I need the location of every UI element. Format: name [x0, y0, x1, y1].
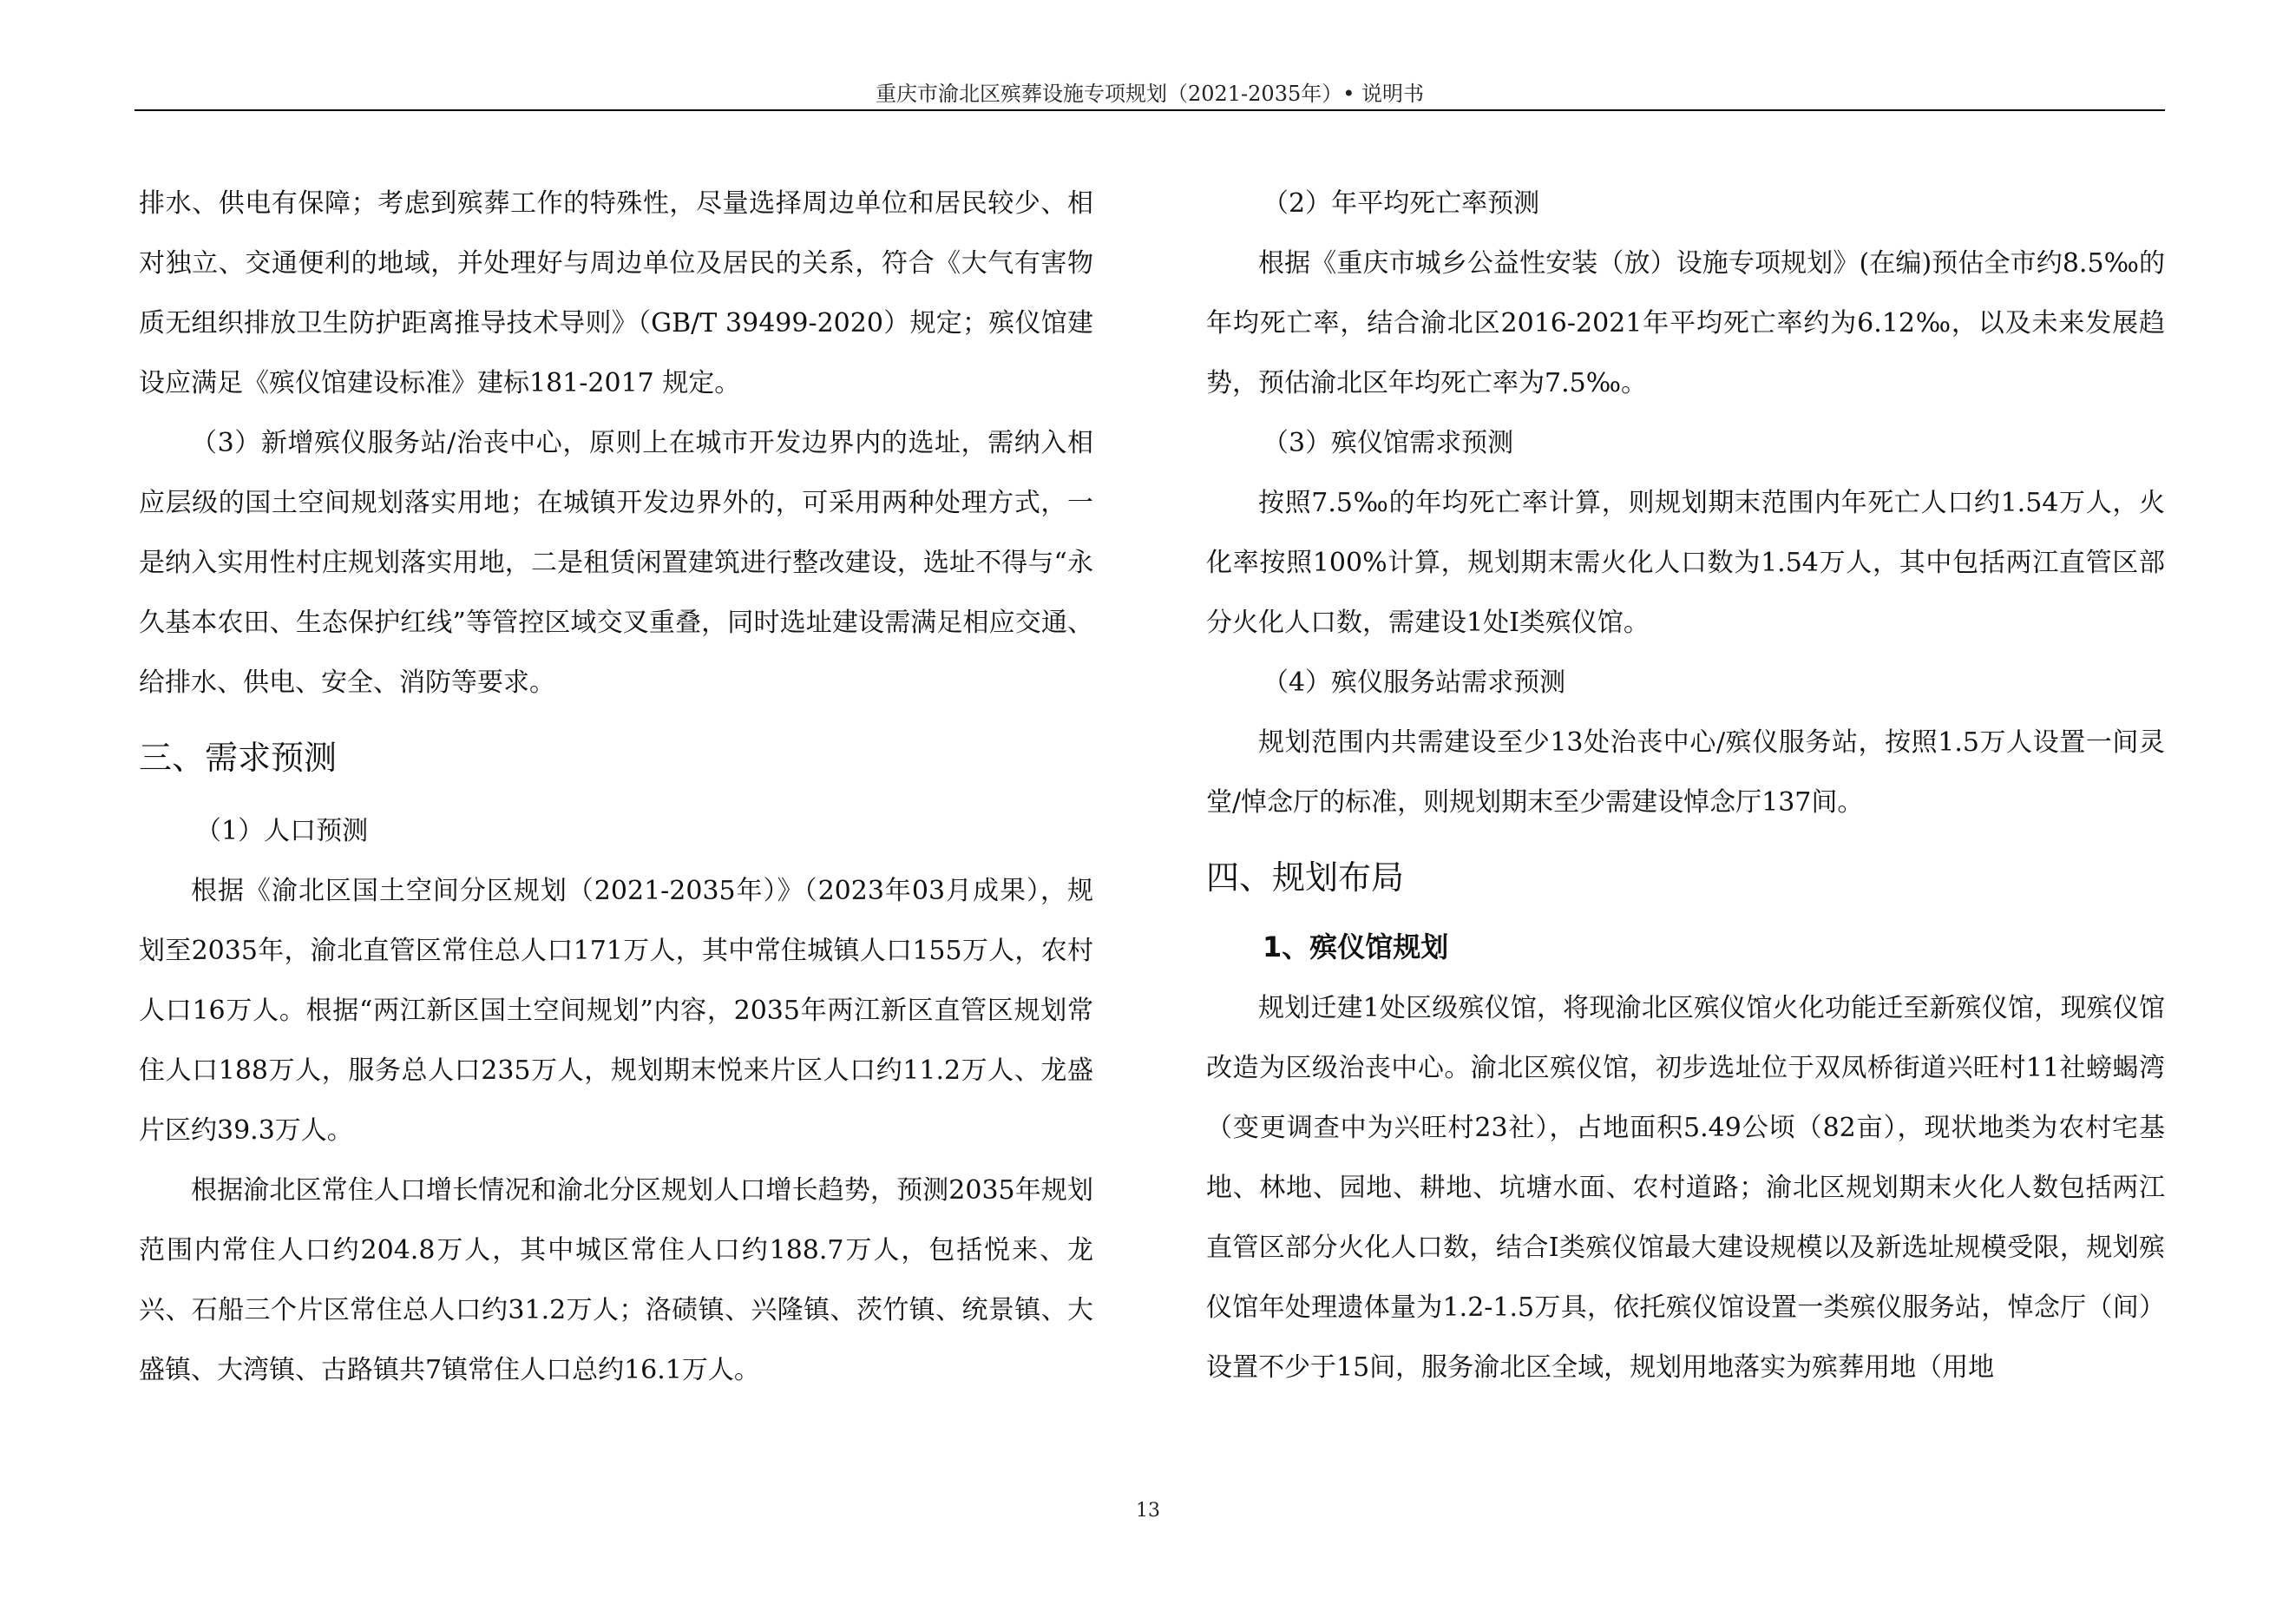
- section-heading-planning-layout: 四、规划布局: [1206, 858, 1405, 897]
- section-heading-demand-forecast: 三、需求预测: [139, 739, 338, 777]
- paragraph-funeral-home-demand: 按照7.5‰的年均死亡率计算，则规划期末范围内年死亡人口约1.54万人，火化率按照100%计算，规划期末需火化人口数为1.54万人，其中包括两江直管区部分火化人口数，需建设1处Ⅰ类殡仪馆。: [1206, 488, 2165, 638]
- paragraph-funeral-home-plan: 规划迁建1处区级殡仪馆，将现渝北区殡仪馆火化功能迁至新殡仪馆，现殡仪馆改造为区级治丧中心。渝北区殡仪馆，初步选址位于双凤桥街道兴旺村11社螃蝎湾（变更调查中为兴旺村23社），占地面积5.49公顷（82亩），现状地类为农村宅基地、林地、园地、耕地、坑塘水面、农村道路；渝北区规划期末火化人数包括两江直管区部分火化人口数，结合Ⅰ类殡仪馆最大建设规模以及新选址规模受限，规划殡仪馆年处理遗体量为1.2-1.5万具，依托殡仪馆设置一类殡仪服务站，悼念厅（间）设置不少于15间，服务渝北区全域，规划用地落实为殡葬用地（用地: [1206, 993, 2165, 1383]
- subsection-heading-funeral-home-plan: 1、殡仪馆规划: [1263, 930, 1449, 963]
- right-column: [1206, 174, 2165, 1397]
- paragraph-population-prediction: 根据渝北区常住人口增长情况和渝北分区规划人口增长趋势，预测2035年规划范围内常住人口约204.8万人，其中城区常住人口约188.7万人，包括悦来、龙兴、石船三个片区常住总人口约31.2万人；洛碛镇、兴隆镇、茨竹镇、统景镇、大盛镇、大湾镇、古路镇共7镇常住人口总约16.1万人。: [139, 1175, 1093, 1385]
- paragraph-mortality: 根据《重庆市城乡公益性安装（放）设施专项规划》(在编)预估全市约8.5‰的年均死亡率，结合渝北区2016-2021年平均死亡率约为6.12‰，以及未来发展趋势，预估渝北区年均死亡率为7.5‰。: [1206, 248, 2165, 398]
- paragraph-new-service-station: （3）新增殡仪服务站/治丧中心，原则上在城市开发边界内的选址，需纳入相应层级的国土空间规划落实用地；在城镇开发边界外的，可采用两种处理方式，一是纳入实用性村庄规划落实用地，二是租赁闲置建筑进行整改建设，选址不得与“永久基本农田、生态保护红线”等管控区域交叉重叠，同时选址建设需满足相应交通、给排水、供电、安全、消防等要求。: [139, 428, 1093, 698]
- paragraph-site-selection-continued: 排水、供电有保障；考虑到殡葬工作的特殊性，尽量选择周边单位和居民较少、相对独立、交通便利的地域，并处理好与周边单位及居民的关系，符合《大气有害物质无组织排放卫生防护距离推导技术导则》（GB/T 39499-2020）规定；殡仪馆建设应满足《殡仪馆建设标准》建标181-2017 规定。: [139, 188, 1093, 398]
- left-column: [139, 174, 1093, 1400]
- subheading-funeral-home-demand: （3）殡仪馆需求预测: [1263, 428, 1514, 458]
- paragraph-service-station-demand: 规划范围内共需建设至少13处治丧中心/殡仪服务站，按照1.5万人设置一间灵堂/悼念厅的标准，则规划期末至少需建设悼念厅137间。: [1206, 727, 2165, 818]
- subheading-mortality-forecast: （2）年平均死亡率预测: [1263, 188, 1540, 219]
- paragraph-population-plan: 根据《渝北区国土空间分区规划（2021-2035年）》（2023年03月成果），规划至2035年，渝北直管区常住总人口171万人，其中常住城镇人口155万人，农村人口16万人。根据“两江新区国土空间规划”内容，2035年两江新区直管区规划常住人口188万人，服务总人口235万人，规划期末悦来片区人口约11.2万人、龙盛片区约39.3万人。: [139, 876, 1093, 1146]
- header-divider: [134, 109, 2165, 111]
- running-header: 重庆市渝北区殡葬设施专项规划（2021-2035年）• 说明书: [875, 82, 1425, 106]
- subheading-service-station-demand: （4）殡仪服务站需求预测: [1263, 667, 1566, 698]
- subheading-population-forecast: （1）人口预测: [195, 816, 369, 846]
- page-number: 13: [1136, 1500, 1160, 1522]
